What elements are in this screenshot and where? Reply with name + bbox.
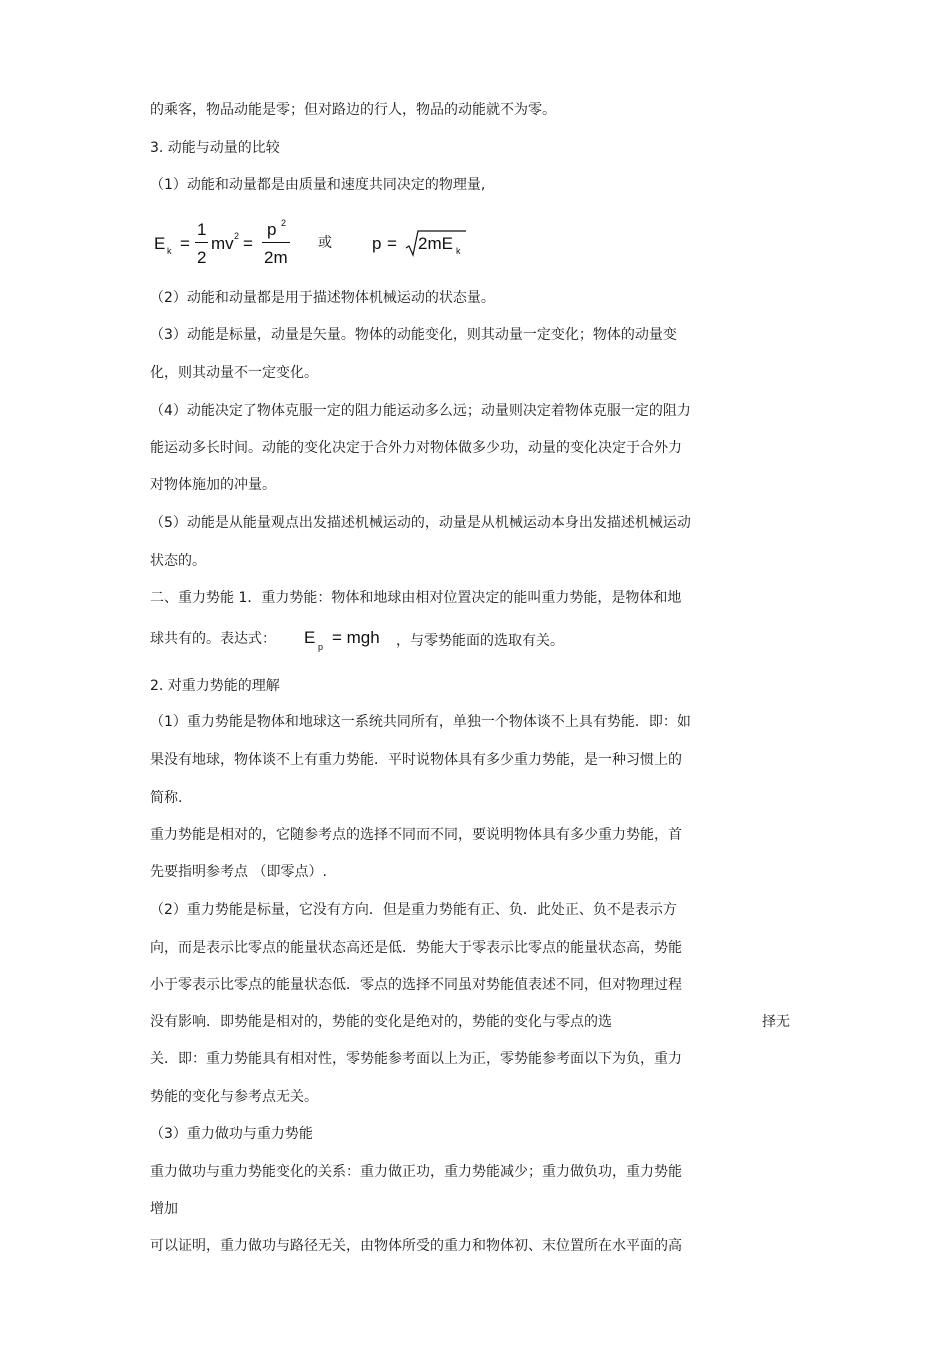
paragraph-line: （5）动能是从能量观点出发描述机械运动的，动量是从机械运动本身出发描述机械运动 xyxy=(150,515,691,531)
formula-connector: 或 xyxy=(318,234,332,250)
paragraph-line: 先要指明参考点 （即零点）. xyxy=(150,864,327,880)
paragraph-line: 的乘客，物品动能是零；但对路边的行人，物品的动能就不为零。 xyxy=(150,102,556,118)
fraction-numerator: p xyxy=(267,220,277,239)
paragraph-line: 增加 xyxy=(150,1201,178,1217)
formula-symbol: p xyxy=(372,234,382,253)
paragraph-line: （2）动能和动量都是用于描述物体机械运动的状态量。 xyxy=(150,290,495,306)
fraction-bar xyxy=(195,242,208,243)
kinetic-energy-formula xyxy=(150,214,480,270)
fraction-denominator: 2m xyxy=(264,248,288,267)
formula-operator: = xyxy=(180,234,190,253)
paragraph-line: 重力势能是相对的，它随参考点的选择不同而不同，要说明物体具有多少重力势能，首 xyxy=(150,827,682,843)
paragraph-line: 向，而是表示比零点的能量状态高还是低．势能大于零表示比零点的能量状态高，势能 xyxy=(150,940,682,956)
formula-symbol: E xyxy=(154,234,166,253)
paragraph-line: 果没有地球，物体谈不上有重力势能．平时说物体具有多少重力势能，是一种习惯上的 xyxy=(150,752,682,768)
paragraph-line: 化，则其动量不一定变化。 xyxy=(150,365,318,381)
paragraph-line: （2）重力势能是标量，它没有方向．但是重力势能有正、负．此处正、负不是表示方 xyxy=(150,902,677,918)
paragraph-line: 对物体施加的冲量。 xyxy=(150,477,276,493)
paragraph-line: 关．即：重力势能具有相对性，零势能参考面以上为正，零势能参考面以下为负，重力 xyxy=(150,1051,682,1067)
formula-symbol: E xyxy=(304,628,316,647)
section-heading: 二、重力势能 1．重力势能：物体和地球由相对位置决定的能叫重力势能，是物体和地 xyxy=(150,590,682,606)
formula-operator: = xyxy=(387,234,397,253)
paragraph-line: （4）动能决定了物体克服一定的阻力能运动多么远；动量则决定着物体克服一定的阻力 xyxy=(150,403,691,419)
paragraph-line: （1）重力势能是物体和地球这一系统共同所有，单独一个物体谈不上具有势能．即：如 xyxy=(150,714,691,730)
radicand: 2mE xyxy=(418,234,453,253)
section-heading: （3）重力做功与重力势能 xyxy=(150,1126,313,1142)
potential-energy-formula xyxy=(300,624,400,652)
formula-expression: = mgh xyxy=(332,628,380,647)
fraction-bar xyxy=(262,242,290,243)
paragraph-line: ，与零势能面的选取有关。 xyxy=(396,633,564,649)
paragraph-line: 可以证明，重力做功与路径无关，由物体所受的重力和物体初、末位置所在水平面的高 xyxy=(150,1238,682,1254)
paragraph-line: 状态的。 xyxy=(150,553,206,569)
fraction-numerator: 1 xyxy=(197,220,207,239)
paragraph-line: 简称. xyxy=(150,790,183,806)
section-heading: 3. 动能与动量的比较 xyxy=(150,140,280,156)
formula-subscript: p xyxy=(318,642,324,652)
formula-subscript: k xyxy=(167,246,172,256)
paragraph-line: （1）动能和动量都是由质量和速度共同决定的物理量, xyxy=(150,177,486,193)
paragraph-line: 小于零表示比零点的能量状态低．零点的选择不同虽对势能值表述不同，但对物理过程 xyxy=(150,977,682,993)
paragraph-line: （3）动能是标量，动量是矢量。物体的动能变化，则其动量一定变化；物体的动量变 xyxy=(150,327,677,343)
paragraph-line: 势能的变化与参考点无关。 xyxy=(150,1089,318,1105)
formula-symbol: mv xyxy=(211,234,234,253)
paragraph-line-fragment: 择无 xyxy=(762,1014,790,1030)
formula-superscript: 2 xyxy=(281,218,287,228)
paragraph-line: 能运动多长时间。动能的变化决定于合外力对物体做多少功，动量的变化决定于合外力 xyxy=(150,440,682,456)
formula-superscript: 2 xyxy=(234,231,240,241)
formula-operator: = xyxy=(243,234,253,253)
paragraph-line: 没有影响．即势能是相对的，势能的变化是绝对的，势能的变化与零点的选 xyxy=(150,1014,612,1030)
formula-subscript: k xyxy=(456,246,461,256)
section-heading: 2. 对重力势能的理解 xyxy=(150,678,280,694)
paragraph-line: 球共有的。表达式： xyxy=(150,631,276,647)
fraction-denominator: 2 xyxy=(197,248,207,267)
paragraph-line: 重力做功与重力势能变化的关系：重力做正功，重力势能减少；重力做负功，重力势能 xyxy=(150,1164,682,1180)
